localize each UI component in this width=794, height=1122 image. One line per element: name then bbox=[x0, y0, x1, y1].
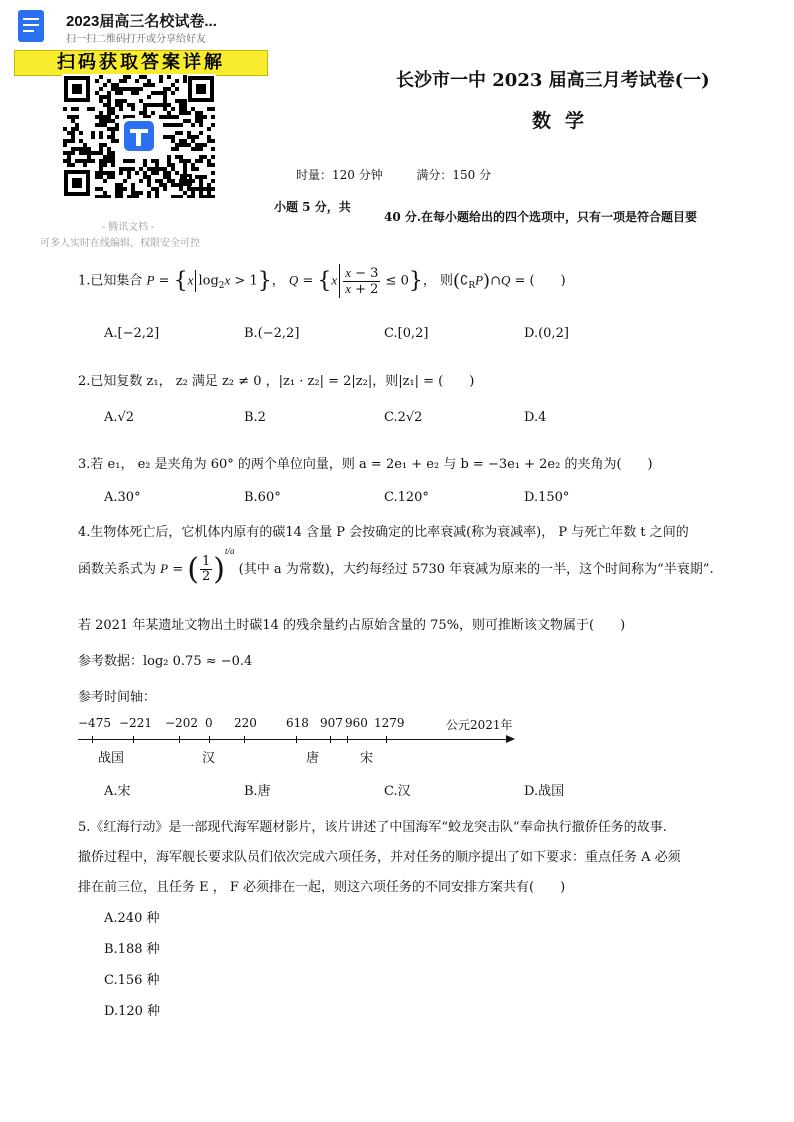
timeline-year: −221 bbox=[119, 716, 152, 730]
app-title: 2023届高三名校试卷... bbox=[66, 13, 217, 30]
q1-option-b[interactable]: B.(−2,2] bbox=[244, 326, 300, 341]
question-1: 1.已知集合 P = {x $\log_2x > 1$}， Q = {x $\frac{x - 3}{x + 2}$ ≤ 0}， 则$(∁_RP)\cap Q$ = ( ) bbox=[78, 264, 566, 297]
q1-option-c[interactable]: C.[0,2] bbox=[384, 326, 429, 341]
timeline-tick bbox=[244, 736, 245, 743]
q1-option-d[interactable]: D.(0,2] bbox=[524, 326, 569, 341]
q4-option-c[interactable]: C.汉 bbox=[384, 784, 411, 799]
q5-option-b[interactable]: B.188 种 bbox=[104, 942, 160, 957]
q3-option-d[interactable]: D.150° bbox=[524, 490, 570, 505]
timeline-tick bbox=[296, 736, 297, 743]
reference-data: 参考数据：log₂ 0.75 ≈ −0.4 bbox=[78, 654, 253, 669]
scan-banner-label: 扫码获取答案详解 bbox=[57, 52, 225, 73]
timeline-year: 618 bbox=[286, 716, 309, 730]
qr-caption-desc: 可多人实时在线编辑，权限安全可控 bbox=[40, 238, 200, 249]
question-4-line3: 若 2021 年某遗址文物出土时碳14 的残余量约占原始含量的 75%，则可推断该文物属于( ) bbox=[78, 618, 626, 633]
section-instruction-b: 40 分.在每小题给出的四个选项中，只有一项是符合题目要 bbox=[384, 210, 698, 224]
timeline-year-end: 公元2021年 bbox=[446, 718, 513, 732]
timeline-year: 907 bbox=[320, 716, 343, 730]
timeline-tick bbox=[179, 736, 180, 743]
timeline-tick bbox=[209, 736, 210, 743]
q4-line2-prefix: 函数关系式为 bbox=[78, 562, 157, 577]
q3-option-b[interactable]: B.60° bbox=[244, 490, 281, 505]
full-score: 满分：150 分 bbox=[416, 168, 492, 182]
question-4-line1: 4.生物体死亡后，它机体内原有的碳14 含量 P 会按确定的比率衰减(称为衰减率)， P 与死亡年数 t 之间的 bbox=[78, 525, 689, 540]
timeline-axis bbox=[78, 739, 510, 740]
q5-option-c[interactable]: C.156 种 bbox=[104, 973, 160, 988]
q2-option-a[interactable]: A.√2 bbox=[104, 410, 135, 425]
timeline-era: 宋 bbox=[360, 751, 374, 766]
timeline-era: 唐 bbox=[306, 751, 320, 766]
timeline-tick bbox=[347, 736, 348, 743]
q3-option-c[interactable]: C.120° bbox=[384, 490, 429, 505]
question-5-line1: 5.《红海行动》是一部现代海军题材影片，该片讲述了中国海军“蛟龙突击队”奉命执行撤侨任务的故事. bbox=[78, 820, 667, 835]
question-5-line3: 排在前三位，且任务 E ， F 必须排在一起，则这六项任务的不同安排方案共有( ) bbox=[78, 880, 566, 895]
q1-prefix: 1.已知集合 bbox=[78, 273, 143, 289]
q5-option-d[interactable]: D.120 种 bbox=[104, 1004, 161, 1019]
timeline-era: 汉 bbox=[202, 751, 216, 766]
timeline-year: 220 bbox=[234, 716, 257, 730]
app-subtitle: 扫一扫二维码打开或分享给好友 bbox=[66, 34, 206, 45]
q1-option-a[interactable]: A.[−2,2] bbox=[104, 326, 160, 341]
question-2: 2.已知复数 z₁， z₂ 满足 z₂ ≠ 0 ，|z₁ · z₂| = 2|z₂|，则|z₁| = ( ) bbox=[78, 374, 475, 389]
timeline-year: 0 bbox=[205, 716, 213, 730]
exam-title: 长沙市一中 2023 届高三月考试卷(一) bbox=[396, 70, 710, 91]
timeline-tick bbox=[133, 736, 134, 743]
timeline-tick bbox=[92, 736, 93, 743]
q2-option-b[interactable]: B.2 bbox=[244, 410, 266, 425]
question-3: 3.若 e₁， e₂ 是夹角为 60° 的两个单位向量，则 a = 2e₁ + e₂ 与 b = −3e₁ + 2e₂ 的夹角为( ) bbox=[78, 457, 653, 472]
question-4-line2: 函数关系式为 P = ( $\frac{1}{2}$ )$^{t/a}$ (其中 a 为常数)，大约每经过 5730 年衰减为原来的一半，这个时间称为“半衰期”. bbox=[78, 545, 714, 587]
exam-meta bbox=[296, 166, 491, 183]
scan-banner[interactable] bbox=[14, 50, 268, 76]
qr-code[interactable] bbox=[62, 74, 216, 198]
section-instruction-a: 小题 5 分，共 bbox=[274, 200, 351, 214]
reference-timeline-label: 参考时间轴： bbox=[78, 690, 157, 705]
q4-option-d[interactable]: D.战国 bbox=[524, 784, 565, 799]
timeline-tick bbox=[330, 736, 331, 743]
timeline-year: −202 bbox=[165, 716, 198, 730]
q2-option-d[interactable]: D.4 bbox=[524, 410, 547, 425]
exam-subject: 数学 bbox=[532, 110, 599, 132]
q4-option-b[interactable]: B.唐 bbox=[244, 784, 271, 799]
timeline-year: 960 bbox=[345, 716, 368, 730]
timeline-arrow-icon bbox=[506, 735, 515, 743]
q5-option-a[interactable]: A.240 种 bbox=[104, 911, 160, 926]
timeline-era: 战国 bbox=[98, 751, 125, 766]
question-5-line2: 撤侨过程中，海军舰长要求队员们依次完成六项任务，并对任务的顺序提出了如下要求：重点任务 A 必须 bbox=[78, 850, 681, 865]
timeline-tick bbox=[386, 736, 387, 743]
q2-option-c[interactable]: C.2√2 bbox=[384, 410, 423, 425]
q3-option-a[interactable]: A.30° bbox=[104, 490, 141, 505]
timeline-year: −475 bbox=[78, 716, 111, 730]
q4-option-a[interactable]: A.宋 bbox=[104, 784, 131, 799]
q4-line2-suffix: (其中 a 为常数)，大约每经过 5730 年衰减为原来的一半，这个时间称为“半衰期”. bbox=[238, 562, 714, 577]
qr-caption-brand: - 腾讯文档 - bbox=[102, 222, 155, 233]
time-limit: 时量：120 分钟 bbox=[296, 168, 383, 182]
timeline-year: 1279 bbox=[374, 716, 405, 730]
document-icon bbox=[18, 10, 44, 42]
